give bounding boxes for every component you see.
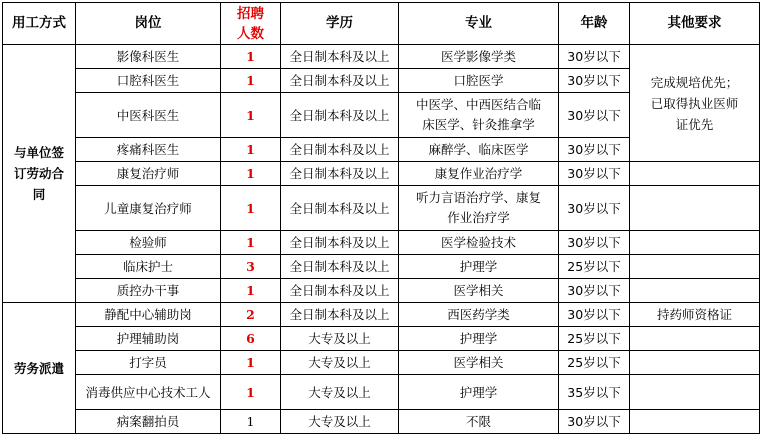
requirements-cell-empty (630, 327, 760, 351)
post-cell: 消毒供应中心技术工人 (76, 375, 221, 410)
post-cell: 疼痛科医生 (76, 138, 221, 162)
post-cell: 康复治疗师 (76, 162, 221, 186)
header-age: 年龄 (559, 3, 630, 45)
requirements-cell-empty (630, 279, 760, 303)
table-row (3, 303, 760, 327)
education-cell: 大专及以上 (281, 351, 399, 375)
table-row (3, 327, 760, 351)
post-cell: 护理辅助岗 (76, 327, 221, 351)
major-cell (399, 186, 559, 231)
count-cell: 1 (221, 93, 281, 138)
education-cell: 全日制本科及以上 (281, 255, 399, 279)
age-cell: 25岁以下 (559, 351, 630, 375)
employment-type-label: 与单位签订劳动合同 (13, 145, 64, 202)
requirements-cell-empty (630, 375, 760, 410)
post-cell: 儿童康复治疗师 (76, 186, 221, 231)
education-cell: 大专及以上 (281, 375, 399, 410)
major-cell: 口腔医学 (399, 69, 559, 93)
table-row (3, 45, 760, 69)
education-cell: 全日制本科及以上 (281, 162, 399, 186)
count-cell: 1 (221, 138, 281, 162)
employment-type-cell: 劳务派遣 (3, 303, 76, 434)
count-cell: 1 (221, 69, 281, 93)
major-cell: 护理学 (399, 375, 559, 410)
table-row (3, 351, 760, 375)
education-cell: 大专及以上 (281, 410, 399, 434)
count-cell: 1 (221, 231, 281, 255)
major-text: 中医学、中西医结合临床医学、针灸推拿学 (415, 97, 541, 132)
age-cell: 30岁以下 (559, 138, 630, 162)
major-cell: 医学检验技术 (399, 231, 559, 255)
education-cell: 全日制本科及以上 (281, 303, 399, 327)
education-cell: 全日制本科及以上 (281, 93, 399, 138)
major-cell: 西医药学类 (399, 303, 559, 327)
education-cell: 全日制本科及以上 (281, 279, 399, 303)
major-cell: 康复作业治疗学 (399, 162, 559, 186)
header-other-requirements: 其他要求 (630, 3, 760, 45)
age-cell: 30岁以下 (559, 279, 630, 303)
requirements-cell-empty (630, 255, 760, 279)
education-cell: 全日制本科及以上 (281, 231, 399, 255)
major-cell: 护理学 (399, 255, 559, 279)
requirements-text: 完成规培优先；已取得执业医师证优先 (650, 74, 739, 132)
age-cell: 25岁以下 (559, 327, 630, 351)
requirements-cell-empty (630, 162, 760, 186)
header-count-text: 招聘人数 (236, 5, 264, 42)
age-cell: 30岁以下 (559, 410, 630, 434)
employment-type-cell (3, 45, 76, 303)
major-cell: 医学相关 (399, 351, 559, 375)
post-cell: 口腔科医生 (76, 69, 221, 93)
count-cell: 1 (221, 410, 281, 434)
post-cell: 质控办干事 (76, 279, 221, 303)
requirements-cell-empty (630, 231, 760, 255)
table-body (3, 45, 760, 434)
post-cell: 影像科医生 (76, 45, 221, 69)
table-row (3, 375, 760, 410)
count-cell: 2 (221, 303, 281, 327)
count-cell: 1 (221, 162, 281, 186)
major-cell: 麻醉学、临床医学 (399, 138, 559, 162)
header-row (3, 3, 760, 45)
education-cell: 全日制本科及以上 (281, 138, 399, 162)
table-row (3, 186, 760, 231)
table-row (3, 410, 760, 434)
count-cell: 3 (221, 255, 281, 279)
post-cell: 打字员 (76, 351, 221, 375)
post-cell: 病案翻拍员 (76, 410, 221, 434)
table-row (3, 279, 760, 303)
major-cell: 护理学 (399, 327, 559, 351)
count-cell: 6 (221, 327, 281, 351)
age-cell: 30岁以下 (559, 162, 630, 186)
age-cell: 30岁以下 (559, 93, 630, 138)
education-cell: 全日制本科及以上 (281, 45, 399, 69)
major-cell: 医学相关 (399, 279, 559, 303)
table-row (3, 255, 760, 279)
post-cell: 临床护士 (76, 255, 221, 279)
post-cell: 静配中心辅助岗 (76, 303, 221, 327)
age-cell: 30岁以下 (559, 303, 630, 327)
header-post: 岗位 (76, 3, 221, 45)
requirements-cell-empty (630, 351, 760, 375)
table-row (3, 162, 760, 186)
requirements-cell-empty (630, 410, 760, 434)
age-cell: 30岁以下 (559, 45, 630, 69)
table-row (3, 231, 760, 255)
major-cell: 医学影像学类 (399, 45, 559, 69)
age-cell: 30岁以下 (559, 186, 630, 231)
header-count (221, 3, 281, 45)
count-cell: 1 (221, 45, 281, 69)
count-cell: 1 (221, 375, 281, 410)
education-cell: 大专及以上 (281, 327, 399, 351)
age-cell: 25岁以下 (559, 255, 630, 279)
age-cell: 30岁以下 (559, 69, 630, 93)
header-education: 学历 (281, 3, 399, 45)
post-cell: 中医科医生 (76, 93, 221, 138)
requirements-cell (630, 45, 760, 162)
age-cell: 30岁以下 (559, 231, 630, 255)
post-cell: 检验师 (76, 231, 221, 255)
education-cell: 全日制本科及以上 (281, 69, 399, 93)
major-text: 听力言语治疗学、康复作业治疗学 (415, 190, 541, 225)
recruitment-table (2, 2, 760, 434)
major-cell (399, 93, 559, 138)
requirements-cell: 持药师资格证 (630, 303, 760, 327)
header-major: 专业 (399, 3, 559, 45)
education-cell: 全日制本科及以上 (281, 186, 399, 231)
major-cell: 不限 (399, 410, 559, 434)
count-cell: 1 (221, 351, 281, 375)
count-cell: 1 (221, 186, 281, 231)
header-employment-type: 用工方式 (3, 3, 76, 45)
age-cell: 35岁以下 (559, 375, 630, 410)
count-cell: 1 (221, 279, 281, 303)
requirements-cell-empty (630, 186, 760, 231)
